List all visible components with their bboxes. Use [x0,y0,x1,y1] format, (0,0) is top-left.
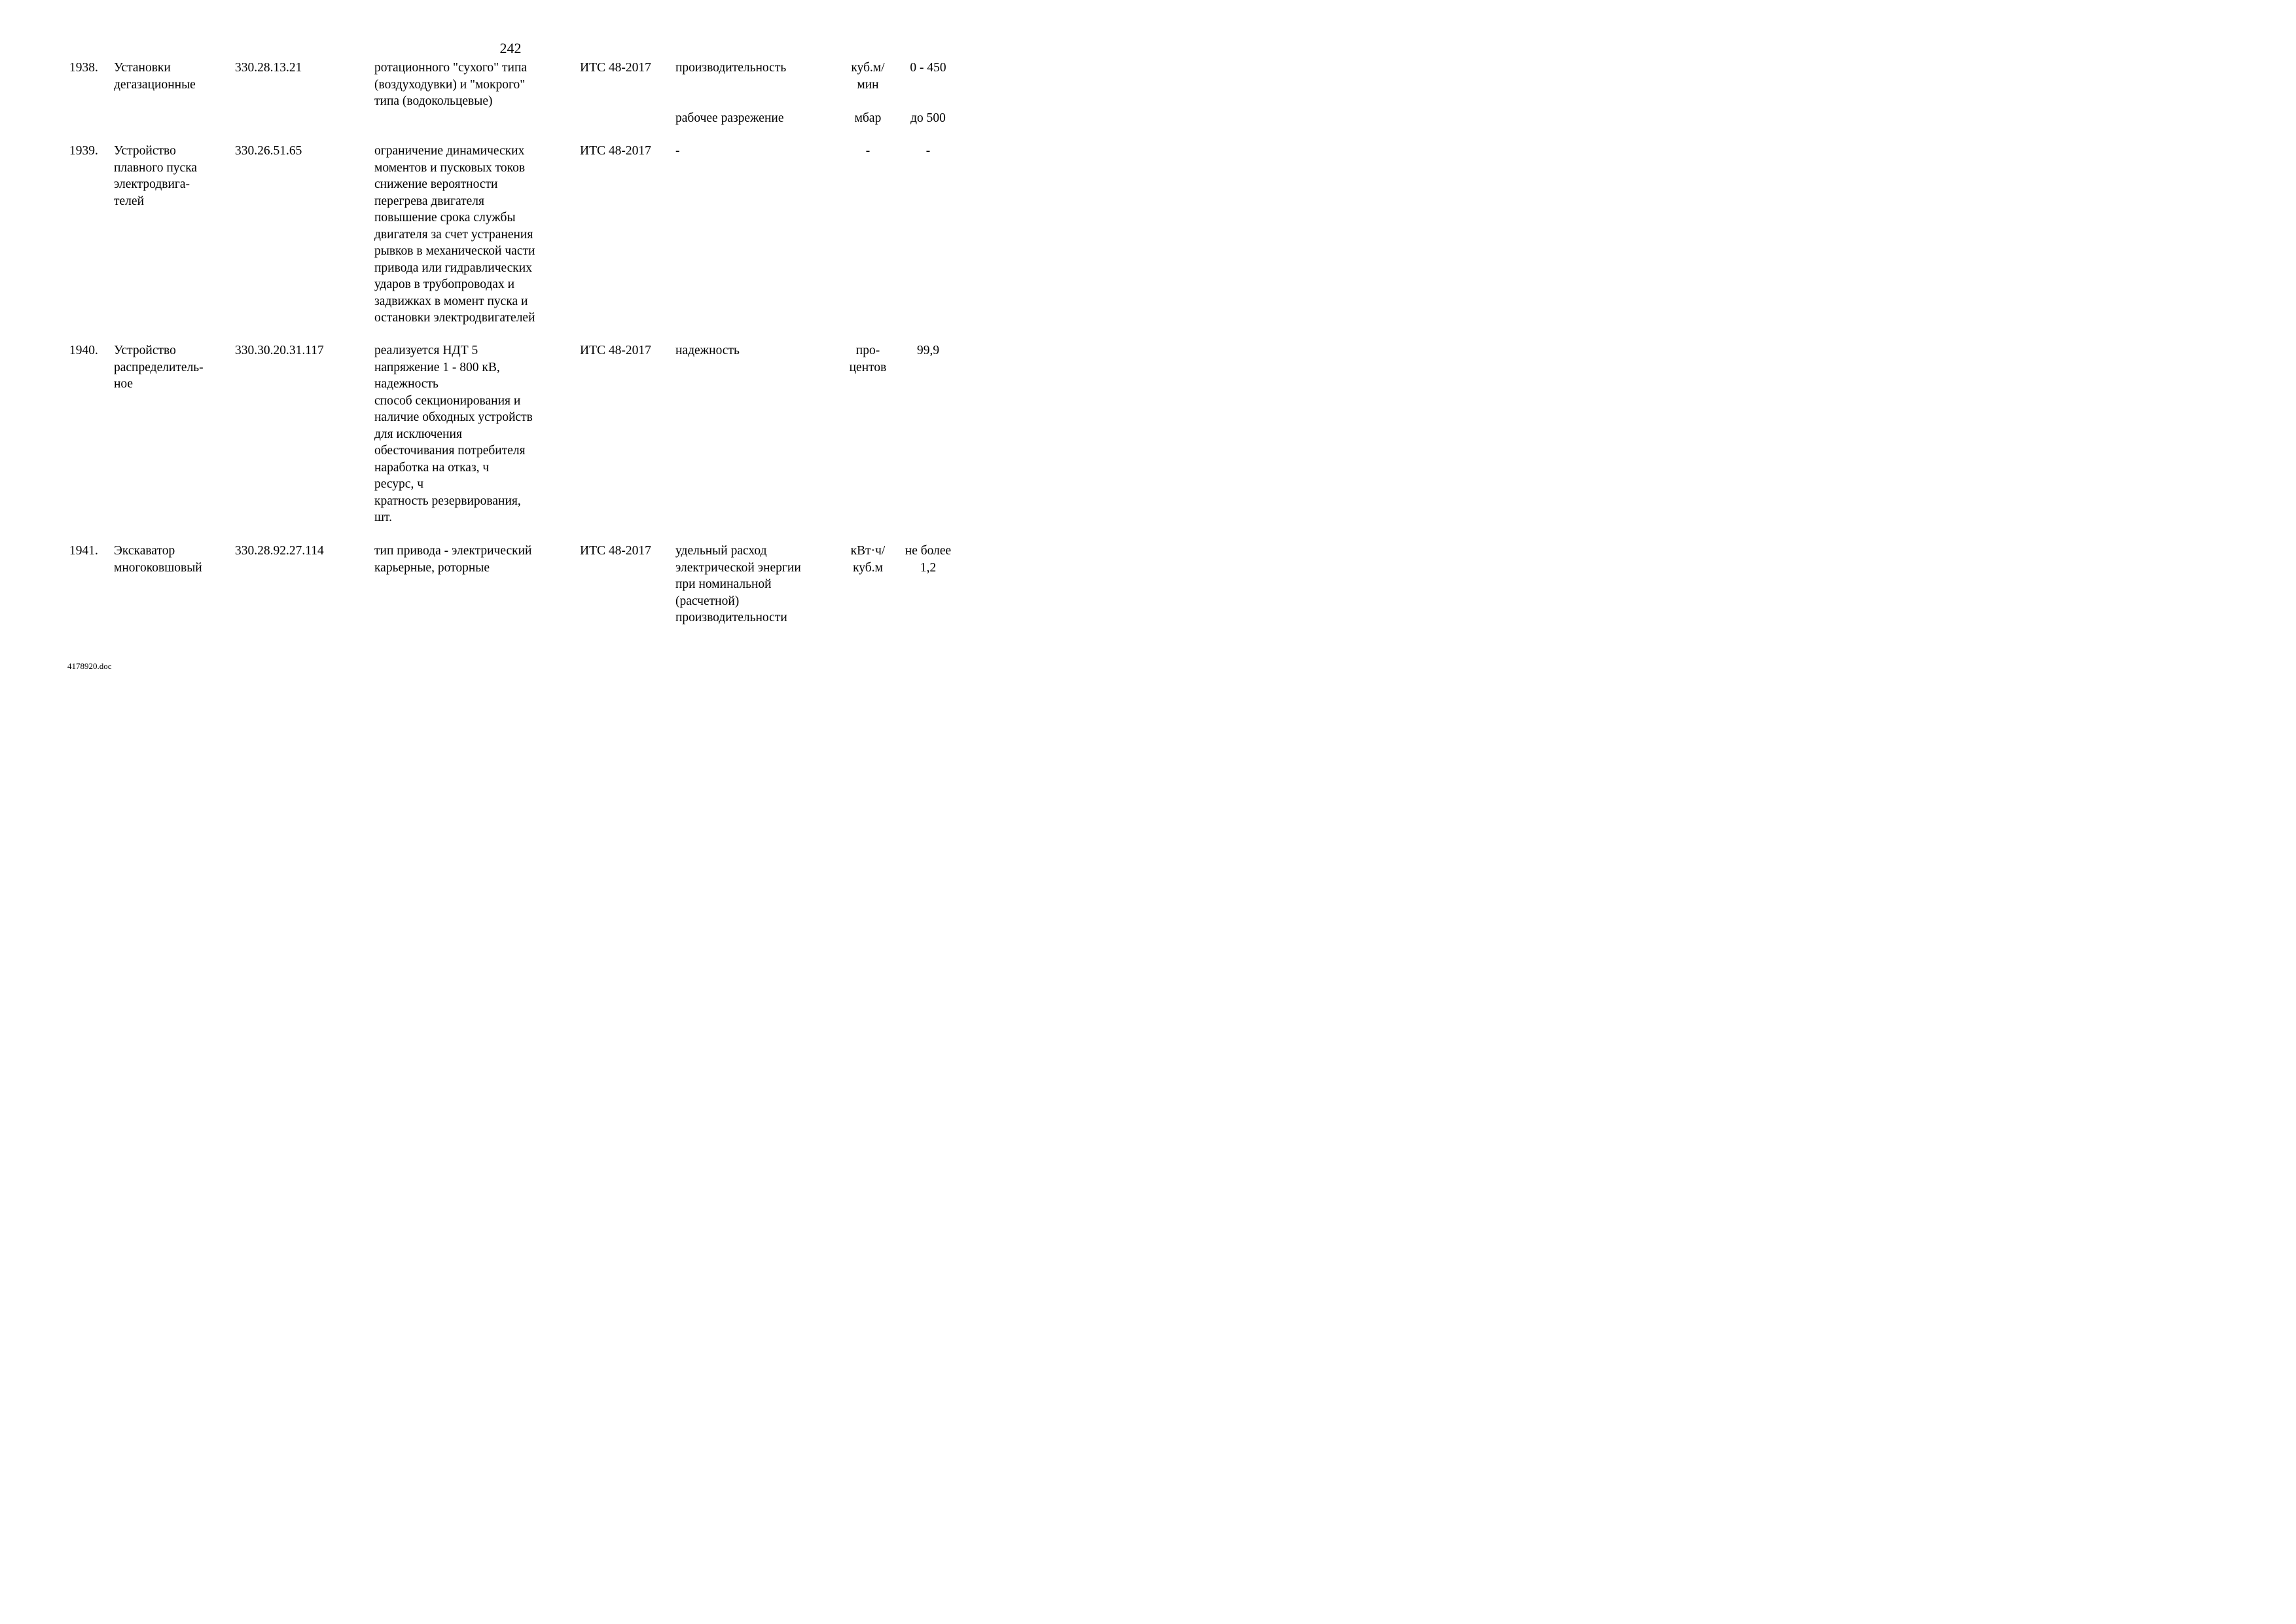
parameter-unit: про- центов [849,344,887,374]
item-name: Установки дегазационные [114,61,196,92]
page-number: 242 [499,40,522,56]
parameter-value: 0 - 450 [910,61,946,75]
item-code: 330.28.92.27.114 [235,544,324,558]
parameter-name: удельный расход электрической энергии при номинальной (расчетной) производительности [675,544,801,624]
item-description: ограничение динамических моментов и пусковых токов снижение вероятности перегрева двигателя повышение срока службы двигателя за счет устранения рывков в механической части привода или гидравлических ударов в трубопроводах и задвижках в момент пуска и остановки электродвигателей [374,144,535,325]
parameter-unit: мбар [854,111,882,125]
item-code: 330.26.51.65 [235,144,302,158]
item-name: Устройство плавного пуска электродвига- телей [114,144,198,208]
document-reference: 4178920.doc [67,661,112,671]
parameter-value: - [925,144,931,158]
row-number: 1941. [69,544,98,558]
parameter-name: рабочее разрежение [675,111,784,125]
item-description: ротационного "сухого" типа (воздуходувки) и "мокрого" типа (водокольцевые) [374,61,528,108]
parameter-name: надежность [675,344,740,357]
parameter-value: до 500 [910,111,946,125]
its-reference: ИТС 48-2017 [580,61,651,75]
item-description: реализуется НДТ 5 напряжение 1 - 800 кВ, надежность способ секционирования и наличие обходных устройств для исключения обесточивания потребителя наработка на отказ, ч ресурс, ч кратность резервирования, шт. [374,344,533,524]
parameter-value: не более 1,2 [905,544,952,575]
parameter-name: производительность [675,61,787,75]
row-number: 1939. [69,144,98,158]
its-reference: ИТС 48-2017 [580,344,651,357]
item-description: тип привода - электрический карьерные, роторные [374,544,532,575]
parameter-unit: куб.м/ мин [851,61,885,92]
item-name: Устройство распределитель- ное [114,344,204,391]
row-number: 1938. [69,61,98,75]
parameter-unit: - [865,144,870,158]
row-number: 1940. [69,344,98,357]
its-reference: ИТС 48-2017 [580,544,651,558]
its-reference: ИТС 48-2017 [580,144,651,158]
item-code: 330.30.20.31.117 [235,344,324,357]
parameter-name: - [675,144,680,158]
parameter-value: 99,9 [916,344,940,357]
parameter-unit: кВт·ч/ куб.м [850,544,886,575]
item-name: Экскаватор многоковшовый [114,544,202,575]
item-code: 330.28.13.21 [235,61,302,75]
